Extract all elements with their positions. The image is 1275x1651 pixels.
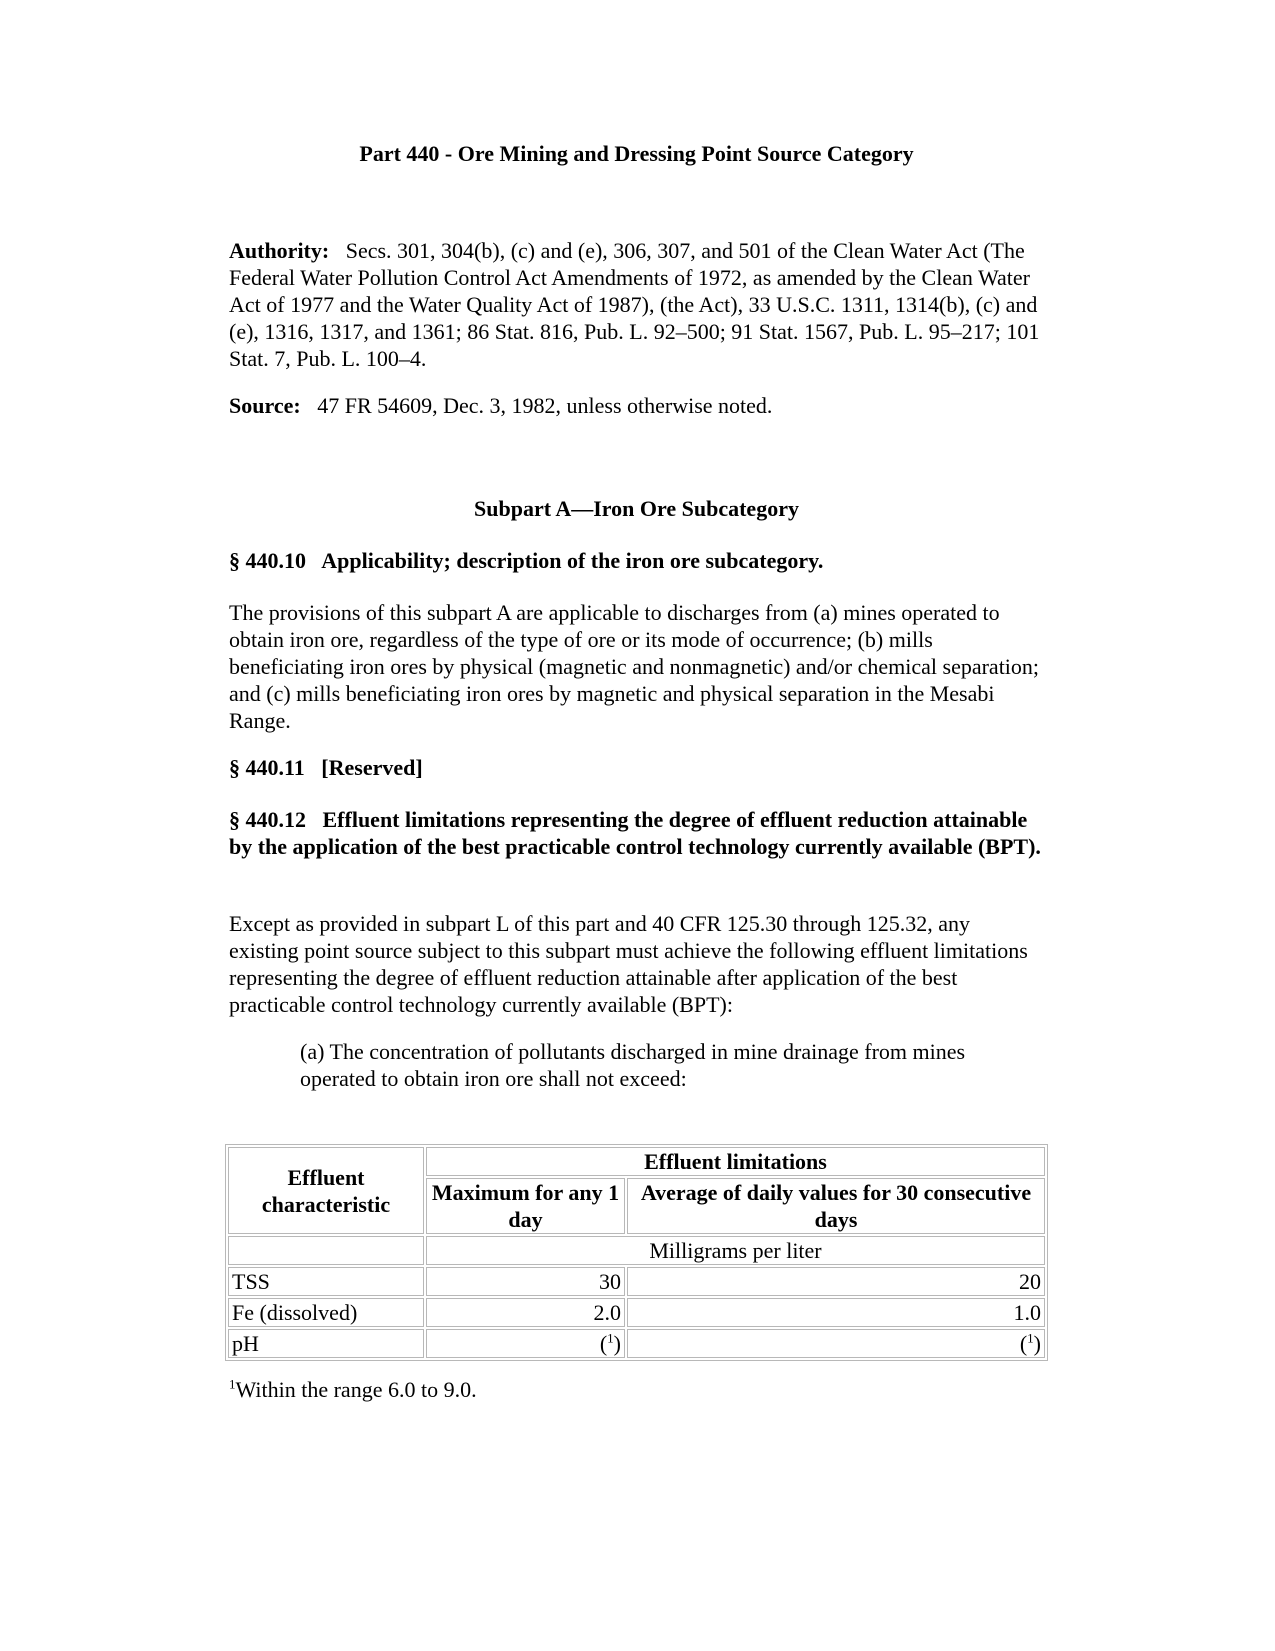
table-footnote [229, 1376, 1044, 1403]
avg-note-close: ) [1033, 1331, 1041, 1356]
table-row [228, 1298, 1045, 1327]
authority-label: Authority: [229, 238, 330, 263]
header-max-one-day: Maximum for any 1 day [426, 1178, 625, 1234]
authority-paragraph [229, 237, 1044, 372]
row-max-value [426, 1329, 625, 1358]
max-note-open: ( [599, 1331, 608, 1356]
max-footnote-ref: 1 [607, 1330, 614, 1346]
table-units-row [228, 1236, 1045, 1265]
avg-footnote-ref: 1 [1027, 1330, 1034, 1346]
header-effluent-limitations: Effluent limitations [426, 1147, 1045, 1176]
row-characteristic: pH [228, 1329, 424, 1358]
row-avg-value: 20 [627, 1267, 1045, 1296]
row-characteristic: TSS [228, 1267, 424, 1296]
row-avg-value [627, 1329, 1045, 1358]
footnote-text: Within the range 6.0 to 9.0. [235, 1377, 477, 1402]
row-avg-value: 1.0 [627, 1298, 1045, 1327]
header-avg-30-days: Average of daily values for 30 consecutive days [627, 1178, 1045, 1234]
source-text: 47 FR 54609, Dec. 3, 1982, unless otherwise noted. [317, 393, 773, 418]
table-row [228, 1329, 1045, 1358]
subpart-title: Subpart A—Iron Ore Subcategory [474, 496, 799, 521]
table-header-row [228, 1147, 1045, 1176]
row-max-value: 30 [426, 1267, 625, 1296]
units-empty-cell [228, 1236, 424, 1265]
units-label: Milligrams per liter [426, 1236, 1045, 1265]
effluent-limitations-table [225, 1144, 1048, 1361]
source-label: Source: [229, 393, 301, 418]
avg-note-open: ( [1019, 1331, 1028, 1356]
row-characteristic: Fe (dissolved) [228, 1298, 424, 1327]
part-title: Part 440 - Ore Mining and Dressing Point Source Category [359, 141, 914, 166]
section-440-10-heading: § 440.10 Applicability; description of the iron ore subcategory. [229, 548, 824, 573]
header-effluent-characteristic: Effluent characteristic [228, 1147, 424, 1234]
footnote-mark: 1 [229, 1376, 236, 1392]
row-max-value: 2.0 [426, 1298, 625, 1327]
section-440-12-heading: § 440.12 Effluent limitations representing the degree of effluent reduction attainable by the application of the best practicable control technology currently available (BPT). [229, 807, 1041, 859]
authority-text: Secs. 301, 304(b), (c) and (e), 306, 307, and 501 of the Clean Water Act (The Federal Water Pollution Control Act Amendments of 1972, as amended by the Clean Water Act of 1977 and the Water Quality Act of 1987), (the Act), 33 U.S.C. 1311, 1314(b), (c) and (e), 1316, 1317, and 1361; 86 Stat. 816, Pub. L. 92–500; 91 Stat. 1567, Pub. L. 95–217; 101 Stat. 7, Pub. L. 100–4. [229, 238, 1040, 371]
section-440-10-text: The provisions of this subpart A are applicable to discharges from (a) mines operated to obtain iron ore, regardless of the type of ore or its mode of occurrence; (b) mills beneficiating iron ores by physical (magnetic and nonmagnetic) and/or chemical separation; and (c) mills beneficiating iron ores by magnetic and physical separation in the Mesabi Range. [229, 600, 1040, 733]
max-note-close: ) [613, 1331, 621, 1356]
item-a-text: (a) The concentration of pollutants discharged in mine drainage from mines operated to obtain iron ore shall not exceed: [300, 1039, 966, 1091]
source-paragraph [229, 392, 1044, 419]
section-440-11-heading: § 440.11 [Reserved] [229, 755, 423, 780]
section-440-12-text: Except as provided in subpart L of this part and 40 CFR 125.30 through 125.32, any existing point source subject to this subpart must achieve the following effluent limitations representing the degree of effluent reduction attainable after application of the best practicable control technology currently available (BPT): [229, 911, 1028, 1017]
table-row [228, 1267, 1045, 1296]
